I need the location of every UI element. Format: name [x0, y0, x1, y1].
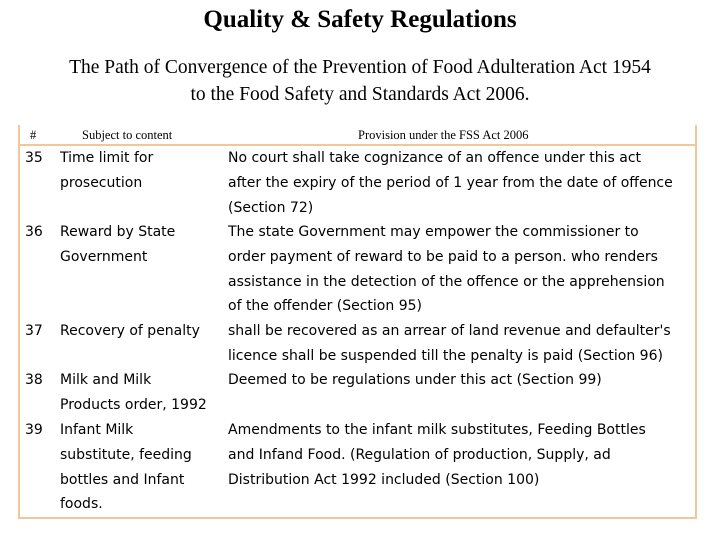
table-body: [24, 146, 694, 517]
subtitle-line: to the Food Safety and Standards Act 2006.: [190, 84, 530, 105]
page-subtitle: [0, 54, 720, 108]
provision-line: (Section 72): [228, 199, 314, 216]
row-provision: [228, 319, 696, 369]
row-number: 37: [25, 323, 43, 339]
provision-line: shall be recovered as an arrear of land revenue and defaulter's: [228, 323, 671, 339]
table-row: [24, 146, 694, 220]
provision-line: after the expiry of the period of 1 year from the date of offence: [228, 174, 673, 191]
row-subject: [60, 319, 220, 344]
row-number: 35: [25, 150, 43, 166]
subject-line: Milk and Milk: [60, 372, 152, 388]
header-provision: Provision under the FSS Act 2006: [358, 128, 529, 142]
row-number: 38: [25, 372, 43, 388]
subtitle-line: The Path of Convergence of the Prevention of Food Adulteration Act 1954: [69, 57, 651, 78]
page-title: Quality & Safety Regulations: [203, 6, 517, 33]
row-provision: [228, 418, 696, 492]
provision-line: Amendments to the infant milk substitutes, Feeding Bottles: [228, 422, 646, 438]
subject-line: foods.: [60, 496, 103, 513]
row-subject: [60, 146, 220, 196]
table-row: [24, 418, 694, 517]
provision-line: and Infand Food. (Regulation of production, Supply, ad: [228, 446, 611, 463]
row-subject: [60, 418, 220, 517]
subject-line: Products order, 1992: [60, 396, 207, 413]
row-provision: [228, 220, 696, 319]
provision-line: Distribution Act 1992 included (Section 100): [228, 471, 540, 488]
row-provision: [228, 368, 696, 393]
subject-line: Recovery of penalty: [60, 323, 200, 339]
provision-line: The state Government may empower the commissioner to: [228, 224, 639, 240]
table-header: [18, 126, 697, 146]
subject-line: substitute, feeding: [60, 446, 192, 463]
row-provision: [228, 146, 696, 220]
row-subject: [60, 220, 220, 270]
subject-line: Reward by State: [60, 224, 176, 240]
table-row: [24, 220, 694, 319]
row-subject: [60, 368, 220, 418]
subject-line: Infant Milk: [60, 422, 134, 438]
table-row: [24, 368, 694, 418]
subject-line: Time limit for: [60, 150, 154, 166]
subject-line: Government: [60, 248, 148, 265]
row-number: 36: [25, 224, 43, 240]
subject-line: prosecution: [60, 174, 143, 191]
provision-line: No court shall take cognizance of an offence under this act: [228, 150, 642, 166]
header-subject: Subject to content: [82, 128, 173, 142]
provision-line: assistance in the detection of the offence or the apprehension: [228, 273, 665, 290]
provision-line: of the offender (Section 95): [228, 298, 422, 315]
row-number: 39: [25, 422, 43, 438]
header-number: #: [30, 128, 37, 142]
table-row: [24, 319, 694, 368]
subject-line: bottles and Infant: [60, 471, 185, 488]
provision-line: licence shall be suspended till the penalty is paid (Section 96): [228, 347, 663, 364]
provision-line: order payment of reward to be paid to a person. who renders: [228, 248, 658, 265]
provision-line: Deemed to be regulations under this act (Section 99): [228, 372, 602, 388]
